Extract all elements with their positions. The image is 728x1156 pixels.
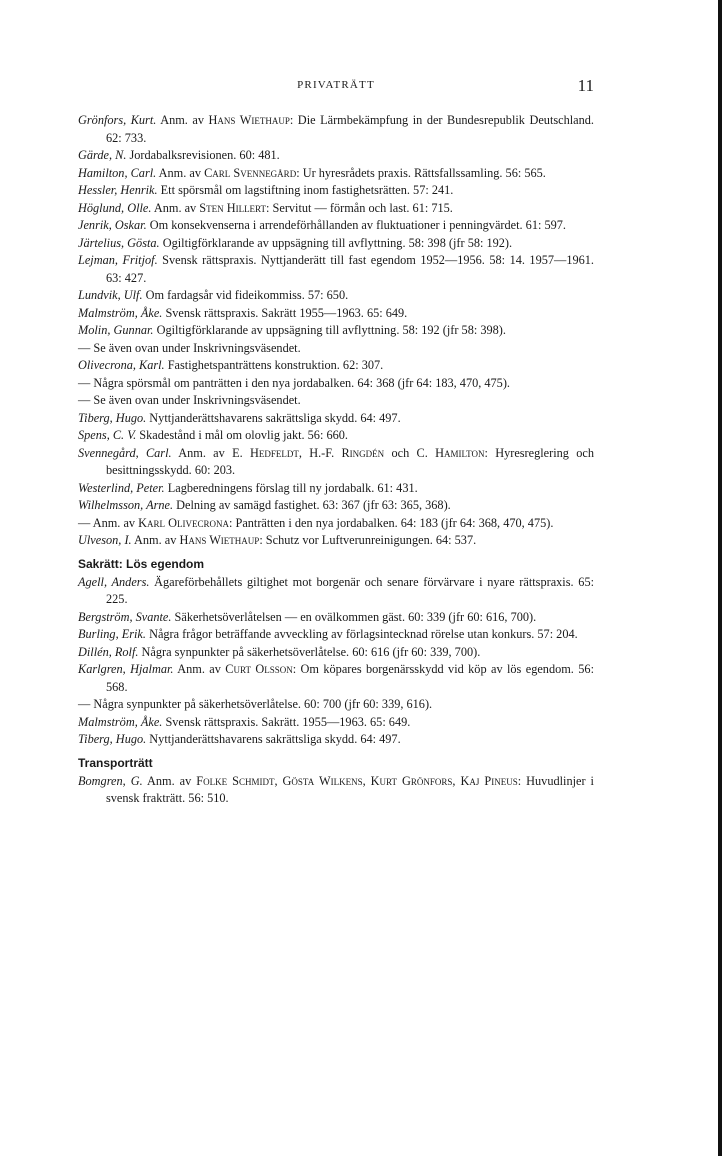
cited-name: Kurt Grönfors bbox=[370, 773, 453, 788]
entry-text: , bbox=[452, 773, 461, 788]
entry-text: Anm. av bbox=[146, 773, 197, 788]
entry-text: Se även ovan under Inskrivningsväsendet. bbox=[93, 393, 301, 407]
entry-text: : Die Lärmbekämpfung in der Bundesrepublik Deutschland. 62: 733. bbox=[106, 113, 595, 145]
entry-author: Grönfors, Kurt. bbox=[78, 113, 157, 127]
bibliography-entry bbox=[78, 661, 594, 696]
entry-text: Nyttjanderättshavarens sakrättsliga skydd. 64: 497. bbox=[149, 410, 401, 425]
ditto-dash: — bbox=[78, 697, 91, 711]
entry-text: Svensk rättspraxis. Sakrätt. 1955—1963. 65: 649. bbox=[165, 714, 411, 729]
entry-author: Karlgren, Hjalmar. bbox=[78, 662, 174, 676]
entry-text: Lagberedningens förslag till ny jordabalk. 61: 431. bbox=[167, 480, 418, 495]
entry-author: Agell, Anders. bbox=[78, 574, 150, 589]
entry-text: , bbox=[362, 773, 371, 788]
bibliography-entry bbox=[78, 165, 594, 183]
entry-text: Anm. av bbox=[153, 200, 200, 215]
entry-text: Anm. av bbox=[134, 533, 180, 547]
entry-text: Anm. av bbox=[158, 165, 205, 180]
entry-text: : Servitut — förmån och last. 61: 715. bbox=[266, 200, 453, 215]
entry-author: Jenrik, Oskar. bbox=[78, 218, 147, 232]
entry-text: : Huvudlinjer i svensk frakträtt. 56: 510. bbox=[106, 773, 594, 805]
cited-name: Karl Olivecrona bbox=[138, 515, 229, 530]
cited-name: Hedfeldt bbox=[249, 445, 299, 460]
entry-text: Säkerhetsöverlåtelsen — en ovälkommen gäst. 60: 339 (jfr 60: 616, 700). bbox=[174, 609, 537, 624]
entry-text: Nyttjanderättshavarens sakrättsliga skydd. 64: 497. bbox=[149, 732, 401, 746]
bibliography-entry bbox=[78, 644, 594, 662]
entry-author: Burling, Erik. bbox=[78, 627, 146, 641]
entry-author: Bomgren, G. bbox=[78, 773, 143, 788]
running-head bbox=[78, 76, 594, 96]
entry-text: Delning av samägd fastighet. 63: 367 (jfr 63: 365, 368). bbox=[176, 498, 451, 512]
entry-text: : Hyresreglering och besittningsskydd. 60: 203. bbox=[106, 445, 594, 477]
entry-text: , bbox=[274, 773, 283, 788]
entry-author: Westerlind, Peter. bbox=[78, 480, 165, 495]
entry-text: Ogiltigförklarande av uppsägning till avflyttning. 58: 192 (jfr 58: 398). bbox=[156, 323, 506, 337]
entry-text: : Panträtten i den nya jordabalken. 64: 183 (jfr 64: 368, 470, 475). bbox=[228, 515, 554, 530]
cited-name: Carl Svennegård bbox=[204, 165, 297, 180]
ditto-dash: — bbox=[78, 393, 91, 407]
cited-name: Folke Schmidt bbox=[196, 773, 275, 788]
bibliography-entry bbox=[78, 515, 594, 533]
entry-text: Se även ovan under Inskrivningsväsendet. bbox=[93, 340, 301, 355]
section-heading: Sakrätt: Lös egendom bbox=[78, 556, 205, 571]
bibliography-entry bbox=[78, 112, 594, 147]
entry-text: Skadestånd i mål om olovlig jakt. 56: 660. bbox=[139, 428, 348, 442]
scan-edge bbox=[718, 0, 722, 1156]
entry-author: Bergström, Svante. bbox=[78, 609, 172, 624]
bibliography-entry bbox=[78, 235, 594, 253]
bibliography-entry bbox=[78, 252, 594, 287]
bibliography-entry bbox=[78, 410, 594, 428]
entry-author: Olivecrona, Karl. bbox=[78, 358, 165, 372]
bibliography-entry bbox=[78, 609, 594, 627]
entry-text: Anm. av E. bbox=[178, 445, 250, 460]
bibliography-entry bbox=[78, 532, 594, 550]
entry-text: Jordabalksrevisionen. 60: 481. bbox=[129, 148, 280, 162]
entry-text: , H.-F. bbox=[298, 445, 342, 460]
cited-name: Hamilton bbox=[435, 445, 485, 460]
running-title: PRIVATRÄTT bbox=[297, 79, 375, 91]
bibliography-entry bbox=[78, 427, 594, 445]
bibliography-entry bbox=[78, 200, 594, 218]
entry-author: Molin, Gunnar. bbox=[78, 323, 154, 337]
entry-text: : Om köpares borgenärsskydd vid köp av lös egendom. 56: 568. bbox=[106, 662, 594, 694]
entry-text: Svensk rättspraxis. Sakrätt 1955—1963. 65: 649. bbox=[165, 305, 408, 320]
bibliography-entry bbox=[78, 773, 594, 808]
entry-author: Spens, C. V. bbox=[78, 428, 137, 442]
entry-text: Anm. av bbox=[160, 113, 209, 127]
entry-author: Malmström, Åke. bbox=[78, 305, 163, 320]
ditto-dash: — bbox=[78, 340, 91, 355]
entry-text: och C. bbox=[384, 445, 436, 460]
entry-text: Om fardagsår vid fideikommiss. 57: 650. bbox=[145, 288, 349, 302]
entry-text: Några spörsmål om panträtten i den nya jordabalken. 64: 368 (jfr 64: 183, 470, 475). bbox=[93, 375, 511, 390]
entry-text: Ett spörsmål om lagstiftning inom fastighetsrätten. 57: 241. bbox=[160, 183, 454, 197]
entry-author: Dillén, Rolf. bbox=[78, 644, 139, 659]
bibliography-entry bbox=[78, 497, 594, 515]
bibliography-entry bbox=[78, 480, 594, 498]
entry-author: Lundvik, Ulf. bbox=[78, 288, 143, 302]
entry-text: Några synpunkter på säkerhetsöverlåtelse. 60: 700 (jfr 60: 339, 616). bbox=[93, 697, 433, 711]
entry-author: Ulveson, I. bbox=[78, 533, 132, 547]
cited-name: Ringdén bbox=[341, 445, 385, 460]
section-heading: Transporträtt bbox=[78, 755, 153, 770]
cited-name: Hans Wiethaup bbox=[208, 113, 290, 127]
entry-text: Ägareförbehållets giltighet mot borgenär och senare förvärvare i nyare rättspraxis. 65: 225. bbox=[106, 574, 595, 606]
bibliography-entry bbox=[78, 714, 594, 732]
bibliography-entry bbox=[78, 357, 594, 375]
bibliography-list bbox=[78, 112, 594, 808]
cited-name: Kaj Pineus bbox=[460, 773, 518, 788]
entry-author: Höglund, Olle. bbox=[78, 200, 152, 215]
bibliography-entry bbox=[78, 626, 594, 644]
bibliography-entry bbox=[78, 731, 594, 749]
bibliography-entry bbox=[78, 375, 594, 393]
entry-author: Tiberg, Hugo. bbox=[78, 410, 147, 425]
bibliography-entry bbox=[78, 340, 594, 358]
bibliography-entry bbox=[78, 445, 594, 480]
entry-author: Wilhelmsson, Arne. bbox=[78, 498, 174, 512]
entry-text: : Schutz vor Luftverunreinigungen. 64: 537. bbox=[259, 533, 477, 547]
entry-author: Svennegård, Carl. bbox=[78, 445, 172, 460]
bibliography-entry bbox=[78, 147, 594, 165]
entry-text: Några frågor beträffande avveckling av förlagsintecknad rörelse utan konkurs. 57: 204. bbox=[149, 627, 578, 641]
bibliography-entry bbox=[78, 322, 594, 340]
entry-author: Hessler, Henrik. bbox=[78, 183, 158, 197]
cited-name: Hans Wiethaup bbox=[179, 533, 260, 547]
cited-name: Sten Hillert bbox=[199, 200, 267, 215]
entry-author: Hamilton, Carl. bbox=[78, 165, 157, 180]
bibliography-entry bbox=[78, 574, 594, 609]
entry-text: Svensk rättspraxis. Nyttjanderätt till fast egendom 1952—1956. 58: 14. 1957—1961. 63: 427. bbox=[106, 253, 594, 285]
bibliography-entry bbox=[78, 696, 594, 714]
ditto-dash: — bbox=[78, 515, 91, 530]
bibliography-entry bbox=[78, 217, 594, 235]
entry-author: Tiberg, Hugo. bbox=[78, 732, 147, 746]
entry-text: : Ur hyresrådets praxis. Rättsfallssamling. 56: 565. bbox=[296, 165, 546, 180]
entry-text: Några synpunkter på säkerhetsöverlåtelse. 60: 616 (jfr 60: 339, 700). bbox=[141, 644, 481, 659]
ditto-dash: — bbox=[78, 375, 91, 390]
bibliography-entry bbox=[78, 305, 594, 323]
entry-author: Malmström, Åke. bbox=[78, 714, 163, 729]
bibliography-entry bbox=[78, 392, 594, 410]
entry-text: Ogiltigförklarande av uppsägning till avflyttning. 58: 398 (jfr 58: 192). bbox=[162, 235, 513, 250]
entry-text: Om konsekvenserna i arrendeförhållanden av fluktuationer i penningvärdet. 61: 597. bbox=[149, 218, 566, 232]
cited-name: Curt Olsson bbox=[225, 662, 293, 676]
entry-text: Fastighetspanträttens konstruktion. 62: 307. bbox=[167, 358, 384, 372]
entry-author: Gärde, N. bbox=[78, 148, 127, 162]
bibliography-entry bbox=[78, 182, 594, 200]
entry-author: Lejman, Fritjof. bbox=[78, 253, 158, 267]
entry-author: Järtelius, Gösta. bbox=[78, 235, 160, 250]
cited-name: Gösta Wilkens bbox=[282, 773, 363, 788]
bibliography-entry bbox=[78, 287, 594, 305]
page-number: 11 bbox=[577, 76, 594, 95]
entry-text: Anm. av bbox=[177, 662, 226, 676]
entry-text: Anm. av bbox=[92, 515, 139, 530]
